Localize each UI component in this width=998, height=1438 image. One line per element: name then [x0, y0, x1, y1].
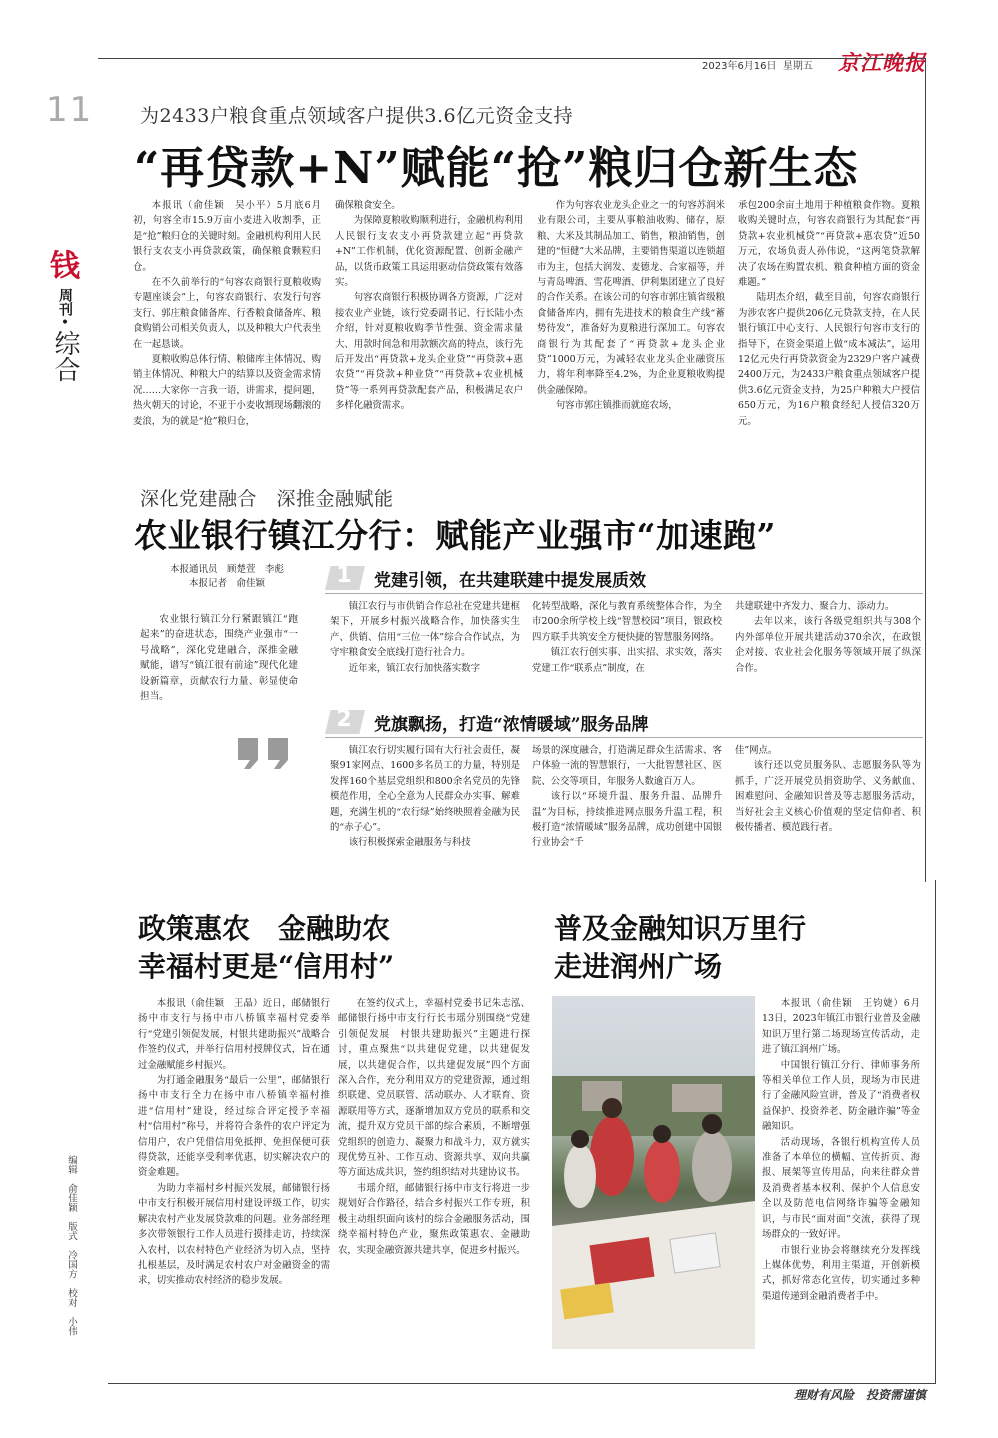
credits: 编辑 俞佳颖 版式 冷国方 校对 小伟 [66, 1155, 77, 1336]
event-photo [552, 996, 755, 1349]
article1-subtitle: 为2433户粮食重点领域客户提供3.6亿元资金支持 [140, 105, 574, 127]
section2-number: 2 [336, 707, 352, 732]
section1-title: 党建引领，在共建联建中提发展质效 [374, 571, 646, 591]
weekday: 星期五 [782, 61, 813, 72]
article3-column-1: 本报讯（俞佳颖 王晶）近日，邮储银行扬中市支行与扬中市八桥镇幸福村党委举行“党建引领促发展，村银共建助振兴”战略合作签约仪式，并举行信用村授牌仪式，旨在通过金融赋能乡村振兴。 为打通金融服务“最后一公里”，邮储银行扬中市支行全力在扬中市八桥镇幸福村推进“信用村”建设，经过综合评定授予幸福村“信用村”称号，并将符合条件的农户评定为信用户，农户凭借信用免抵押、免担保便可获得贷款，还能享受利率优惠，切实解决农户的资金难题。 为助力幸福村乡村振兴发展，邮储银行扬中市支行积极开展信用村建设评级工作，切实解决农村产业发展贷款难的问题。业务部经理多次带领银行工作人员进行摸排走访，持续深入农村，以农村特色产业经济为切入点，坚持扎根基层，及时满足农村农户对金融资金的需求，切实推动农村经济的稳步发展。 [138, 998, 330, 1287]
article2-s1-column-1: 镇江农行与市供销合作总社在党建共建框架下，开展乡村振兴战略合作，加快落实生产、供销、信用“三位一体”综合合作试点，为守牢粮食安全底线打造行社合力。 近年来，镇江农行加快落实数字 [330, 601, 520, 674]
article2-s2-column-2: 场景的深度融合，打造满足群众生活需求、客户体验一流的智慧银行，一大批智慧社区、医院、公交等项目，年服务人数逾百万人。 该行以“环境升温、服务升温、品牌升温”为目标，持续推进网点服务升温工程，积极打造“浓情暖域”服务品牌，成功创建中国银行业协会“千 [532, 745, 722, 849]
section2-title: 党旗飘扬，打造“浓情暖域”服务品牌 [374, 715, 649, 735]
event-photo-illustration [552, 996, 755, 1349]
article2-subtitle: 深化党建融合 深推金融赋能 [140, 488, 394, 510]
article1-column-3: 作为句容农业龙头企业之一的句容苏润米业有限公司，主要从事粮油收购、储存，原粮、大米及其制品加工、销售，粮油销售，创建的“恒健”大米品牌，主要销售渠道以连锁超市为主，包括大润发、麦德龙、合家福等，并与青岛啤酒、雪花啤酒、伊利集团建立了良好的合作关系。在该公司的句容市郭庄镇省级粮食储备库内，拥有先进技术的粮食生产线“蓄势待发”，准备好为夏粮进行深加工。句容农商银行为其配套了“再贷款+龙头企业贷”1000万元，为减轻农业龙头企业融资压力，将年利率降至4.2%，为企业夏粮收购提供金融保障。 句容市郭庄镇推而就庭农场， [537, 200, 725, 412]
article1-column-2: 确保粮食安全。 为保障夏粮收购顺利进行，金融机构利用人民银行支农支小再贷款建立起“再贷款+N”工作机制，优化资源配置、创新金融产品，以货币政策工具运用驱动信贷政策有效落实。 句容农商银行积极协调各方资源，广泛对接农业产业链，该行党委副书记、行长陆小杰介绍，针对夏粮收购季节性强、资金需求量大、用款时间急和用款额次高的特点，该行先后开发出“再贷款+龙头企业贷”“再贷款+惠农贷”“再贷款+种业贷”“再贷款+农业机械贷”等一系列再贷款配套产品，积极满足农户多样化融资需求。 [335, 200, 523, 412]
article2-s1-column-2: 化转型战略，深化与教育系统整体合作，为全市200余所学校上线“智慧校园”项目，银政校四方联手共筑安全方便快捷的智慧服务网络。 镇江农行创实事、出实招、求实效，落实党建工作“联系点”制度，在 [532, 601, 722, 674]
section-name: 综合 [50, 330, 80, 382]
article3-headline: 政策惠农 金融助农 幸福村更是“信用村” [138, 912, 395, 983]
article1-headline: “再贷款+N”赋能“抢”粮归仓新生态 [134, 143, 859, 194]
article2-s2-column-3: 佳”网点。 该行还以党员服务队、志愿服务队等为抓手，广泛开展党员捐资助学、义务献血、困难慰问、金融知识普及等志愿服务活动，当好社会主义核心价值观的坚定信仰者、积极传播者、模范践行者。 [735, 745, 921, 834]
article4-column-1: 本报讯（俞佳颖 王钧婕）6月13日，2023年镇江市银行业普及金融知识万里行第二场现场宣传活动，走进了镇江润州广场。 中国银行镇江分行、律师事务所等相关单位工作人员，现场为市民进行了金融风险宣讲，普及了“消费者权益保护、投资养老、防金融诈骗”等金融知识。 活动现场，各银行机构宣传人员准备了本单位的横幅、宣传折页、海报、展架等宣传用品，向来往群众普及消费者基本权利、保护个人信息安全以及防范电信网络诈骗等金融知识，与市民“面对面”交流，获得了现场群众的一致好评。 市银行业协会将继续充分发挥线上媒体优势，利用主渠道，开创新模式，抓好常态化宣传，切实通过多种渠道传递到金融消费者手中。 [762, 998, 920, 1302]
article2-s1-column-3: 共建联建中齐发力、聚合力、添动力。 去年以来，该行各级党组织共与308个内外部单位开展共建活动370余次，在政银企对接、农业社会化服务等领域开展了纵深合作。 [735, 601, 921, 674]
article2-byline: 本报通讯员 顾楚萱 李彪 本报记者 俞佳颖 [169, 564, 284, 589]
footer-slogan: 理财有风险 投资需谨慎 [794, 1388, 927, 1402]
newspaper-logo: 京江晚报 [838, 50, 926, 75]
article1-column-4: 承包200余亩土地用于种植粮食作物。夏粮收购关键时点，句容农商银行为其配套“再贷款+农业机械贷”“再贷款+惠农贷”近50万元，农场负责人孙伟说，“这两笔贷款解决了农场在购置农机、粮食种植方面的资金难题。” 陆玥杰介绍，截至目前，句容农商银行为涉农客户提供206亿元贷款支持，在人民银行镇江中心支行、人民银行句容市支行的指导下，在资金渠道上做“成本减法”，运用12亿元央行再贷款资金为2329户客户减费2400万元，为2433户粮食重点领域客户提供3.6亿元资金支持，为25户种粮大户授信650万元，为16户粮食经纪人授信320万元。 [738, 200, 920, 427]
article3-column-2: 在签约仪式上，幸福村党委书记朱志泓、邮储银行扬中市支行行长韦瑶分别围绕“党建引领促发展 村银共建助振兴”主题进行探讨，重点聚焦“以共建促党建，以共建促发展，以共建促合作，以共建促发展”四个方面深入合作，充分利用双方的党建资源，通过组织联建、党员联管、活动联办、人才联育、资源联用等方式，逐渐增加双方党员的联系和交流，提升双方党员干部的综合素质，不断增强党组织的创造力、凝聚力和战斗力，双方就实现优势互补、工作互动、资源共享、双向共赢等方面达成共识，签约组织结对共建协议书。 韦瑶介绍，邮储银行扬中市支行将进一步规划好合作路径，结合乡村振兴工作专班，积极主动组织面向该村的综合金融服务活动，围绕幸福村特色产业，聚焦政策惠农、金融助农，实现金融资源共建共享，促进乡村振兴。 [338, 998, 530, 1256]
brand-subtitle: 周刊 [57, 288, 73, 316]
page-number: 11 [46, 90, 94, 130]
article1-column-1: 本报讯（俞佳颖 吴小平）5月底6月初，句容全市15.9万亩小麦进入收割季，正是“抢”粮归仓的关键时刻。金融机构利用人民银行支农支小再贷款政策，确保粮食颗粒归仓。 在不久前举行的“句容农商银行夏粮收购专题座谈会”上，句容农商银行、农发行句容支行、郭庄粮食储备库、行香粮食储备库、粮食购销公司相关负责人，以及种粮大户代表坐在一起恳谈。 夏粮收购总体行情、粮储库主体情况、购销主体情况、种粮大户的结算以及资金需求情况……大家你一言我一语，讲需求，提问题，热火朝天的讨论，不亚于小麦收割现场翻滚的麦浪，为的就是“抢”粮归仓， [133, 200, 321, 427]
article2-headline: 农业银行镇江分行：赋能产业强市“加速跑” [134, 516, 776, 555]
article2-s2-column-1: 镇江农行切实履行国有大行社会责任，凝聚91家网点、1600多名员工的力量，特别是发挥160个基层党组织和800余名党员的先锋模范作用，全心全意为人民群众办实事、解难题，充满生机的“农行绿”始终映照着金融为民的“赤子心”。 该行积极探索金融服务与科技 [330, 745, 520, 849]
issue-date: 2023年6月16日 [702, 61, 777, 72]
brand-character: 钱 [50, 249, 80, 284]
section-brand [48, 250, 82, 382]
section1-number: 1 [336, 563, 352, 588]
brand-dot: • [60, 315, 70, 331]
article4-headline: 普及金融知识万里行 走进润州广场 [554, 912, 807, 983]
article2-lead: 农业银行镇江分行紧跟镇江“跑起来”的奋进状态，围绕产业强市“一号战略”，深化党建融合，深推金融赋能，谱写“镇江很有前途”现代化建设新篇章，贡献农行力量、彰显使命担当。 [140, 614, 298, 703]
quote-mark-icon [236, 736, 292, 770]
